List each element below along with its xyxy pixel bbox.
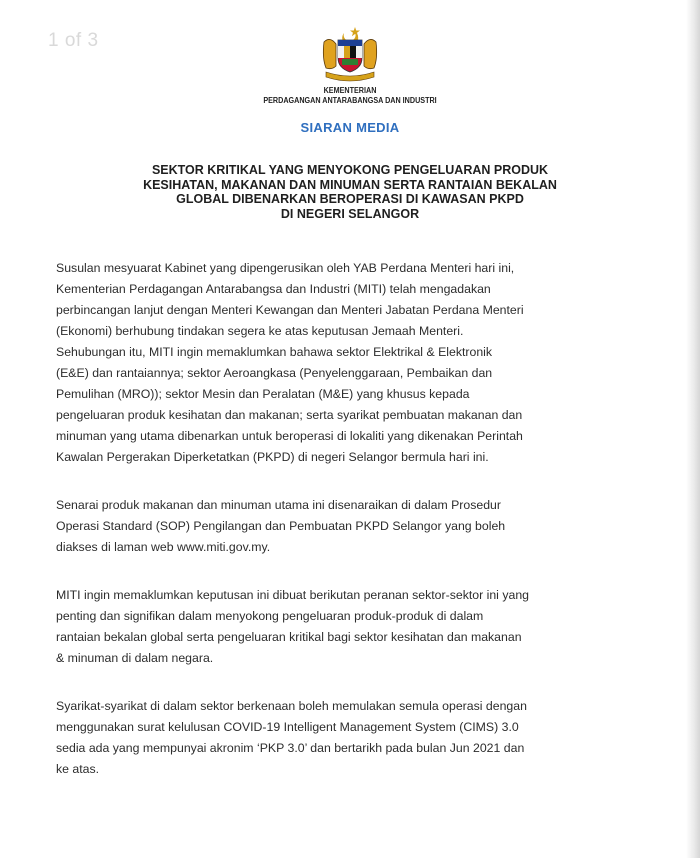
- ministry-name: [35, 86, 665, 106]
- text-line: menggunakan surat kelulusan COVID-19 Intelligent Management System (CIMS) 3.0: [56, 720, 519, 734]
- text-line: perbincangan lanjut dengan Menteri Kewangan dan Menteri Jabatan Perdana Menteri: [56, 303, 524, 317]
- headline-line: KESIHATAN, MAKANAN DAN MINUMAN SERTA RANTAIAN BEKALAN: [143, 177, 557, 192]
- ministry-line-2: PERDAGANGAN ANTARABANGSA DAN INDUSTRI: [263, 96, 437, 105]
- paragraph-4: [56, 696, 644, 780]
- ministry-line-1: KEMENTERIAN: [323, 86, 377, 95]
- text-line: Senarai produk makanan dan minuman utama ini disenaraikan di dalam Prosedur: [56, 498, 501, 512]
- text-line: minuman yang utama dibenarkan untuk beroperasi di lokaliti yang dikenakan Perintah: [56, 429, 523, 443]
- page-indicator: 1 of 3: [48, 30, 99, 51]
- text-line: & minuman di dalam negara.: [56, 651, 214, 665]
- text-line: Kementerian Perdagangan Antarabangsa dan Industri (MITI) telah mengadakan: [56, 282, 491, 296]
- headline-line: SEKTOR KRITIKAL YANG MENYOKONG PENGELUARAN PRODUK: [151, 163, 549, 177]
- text-line: Operasi Standard (SOP) Pengilangan dan Pembuatan PKPD Selangor yang boleh: [56, 519, 506, 533]
- text-line: penting dan signifikan dalam menyokong pengeluaran produk-produk di dalam: [56, 609, 484, 623]
- headline-line: DI NEGERI SELANGOR: [280, 206, 420, 221]
- text-line: sedia ada yang mempunyai akronim ‘PKP 3.0’ dan bertarikh pada bulan Jun 2021 dan: [56, 741, 525, 755]
- text-line: Kawalan Pergerakan Diperketatkan (PKPD) di negeri Selangor bermula hari ini.: [56, 450, 489, 464]
- text-line: (E&E) dan rantaiannya; sektor Aeroangkasa (Penyelenggaraan, Pembaikan dan: [56, 366, 493, 380]
- text-line: pengeluaran produk kesihatan dan makanan; serta syarikat pembuatan makanan dan: [56, 408, 523, 422]
- text-line: Susulan mesyuarat Kabinet yang dipengerusikan oleh YAB Perdana Menteri hari ini,: [56, 261, 515, 275]
- text-line: ke atas.: [56, 762, 100, 776]
- headline: [70, 163, 630, 221]
- headline-line: GLOBAL DIBENARKAN BEROPERASI DI KAWASAN PKPD: [176, 192, 524, 206]
- malaysia-coat-of-arms-icon: [318, 24, 382, 82]
- paragraph-1: [56, 258, 644, 468]
- body-text: [56, 258, 644, 807]
- text-line: diakses di laman web www.miti.gov.my.: [56, 540, 271, 554]
- letterhead: [0, 24, 700, 106]
- paragraph-2: [56, 495, 644, 558]
- text-line: Sehubungan itu, MITI ingin memaklumkan bahawa sektor Elektrikal & Elektronik: [56, 345, 493, 359]
- text-line: (Ekonomi) berhubung tindakan segera ke atas keputusan Jemaah Menteri.: [56, 324, 464, 338]
- text-line: rantaian bekalan global serta pengeluaran kritikal bagi sektor kesihatan dan makanan: [56, 630, 522, 644]
- media-release-title: SIARAN MEDIA: [300, 120, 400, 135]
- text-line: Syarikat-syarikat di dalam sektor berkenaan boleh memulakan semula operasi dengan: [56, 699, 527, 713]
- text-line: MITI ingin memaklumkan keputusan ini dibuat berikutan peranan sektor-sektor ini yang: [56, 588, 529, 602]
- paragraph-3: [56, 585, 644, 669]
- text-line: Pemulihan (MRO)); sektor Mesin dan Peralatan (M&E) yang khusus kepada: [56, 387, 470, 401]
